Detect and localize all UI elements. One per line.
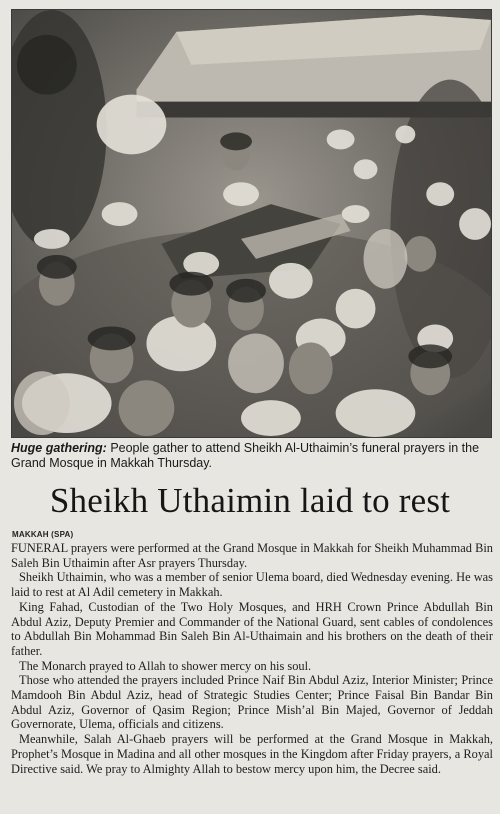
crowd-photo-illustration [12,10,491,437]
crowd-photo [11,9,492,438]
dateline: MAKKAH (SPA) [12,530,74,539]
article-paragraph: Sheikh Uthaimin, who was a member of senior Ulema board, died Wednesday evening. He was laid to rest at Al Adil cemetery in Makkah. [11,570,493,600]
headline: Sheikh Uthaimin laid to rest [49,481,451,520]
caption-lead: Huge gathering: [11,441,107,455]
caption-text: People gather to attend Sheikh Al-Uthaimin’s funeral prayers in the Grand Mosque in Makkah Thursday. [11,441,480,470]
article-paragraph: King Fahad, Custodian of the Two Holy Mosques, and HRH Crown Prince Abdullah Bin Abdul Aziz, Deputy Premier and Commander of the National Guard, sent cables of condolences to Abdullah Bin Mohammad Bin Saleh Bin Al-Uthaimain and his brothers on the death of their father. [11,599,493,658]
article-paragraph: FUNERAL prayers were performed at the Grand Mosque in Makkah for Sheikh Muhammad Bin Saleh Bin Uthaimin after Asr prayers Thursday. [11,541,493,570]
article-paragraph: Those who attended the prayers included Prince Naif Bin Abdul Aziz, Interior Minister; Prince Mamdooh Bin Abdul Aziz, head of Strategic Studies Center; Prince Faisal Bin Bandar Bin Abdul Aziz, Governor of Qasim Region; Prince Mish’al Bin Majed, Governor of Jeddah Governorate, Ulema, officials and citizens. [11,673,493,732]
article-body [11,541,493,776]
article-paragraph: The Monarch prayed to Allah to shower mercy on his soul. [19,658,312,673]
photo-caption [11,441,492,471]
article-paragraph: Meanwhile, Salah Al-Ghaeb prayers will be performed at the Grand Mosque in Makkah, Prophet’s Mosque in Madina and all other mosques in the Kingdom after Friday prayers, a Royal Directive said. We pray to Almighty Allah to bestow mercy upon him, the Decree said. [11,732,493,776]
